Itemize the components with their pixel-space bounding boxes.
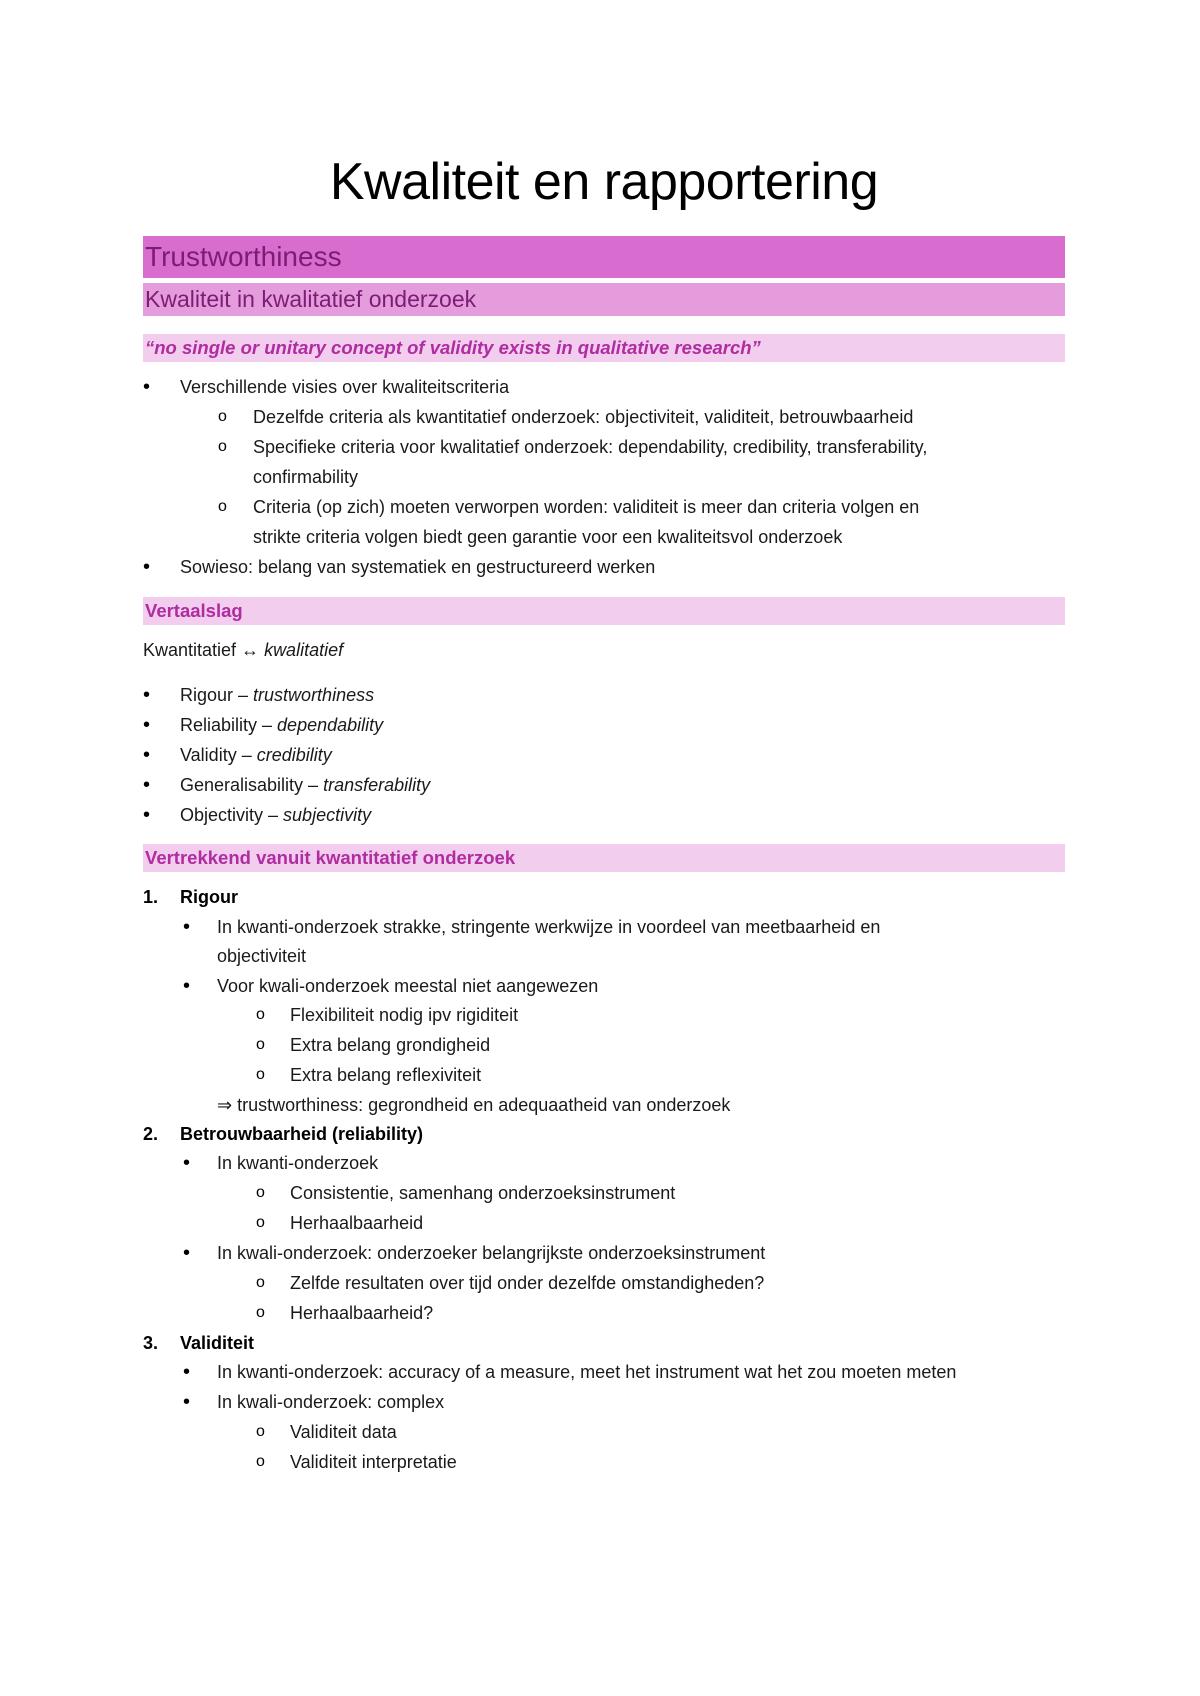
sub-bullet-marker: o <box>256 1036 265 1053</box>
bullet-text: In kwanti-onderzoek: accuracy of a measure, meet het instrument wat het zou moeten meten <box>217 1362 957 1382</box>
sub-bullet-marker: o <box>256 1274 265 1291</box>
sub-bullet-text: Herhaalbaarheid <box>290 1213 424 1233</box>
sub-bullet-text: Validiteit data <box>290 1422 397 1442</box>
bullet-text: objectiviteit <box>217 946 307 966</box>
sub-bullet-text: Dezelfde criteria als kwantitatief onderzoek: objectiviteit, validiteit, betrouwbaarheid <box>253 407 914 427</box>
bullet-marker: • <box>143 684 151 706</box>
sub-bullet-text: Extra belang reflexiviteit <box>290 1065 482 1085</box>
heading-vertrekkend: Vertrekkend vanuit kwantitatief onderzoek <box>143 844 1065 872</box>
heading-vertaalslag: Vertaalslag <box>143 597 1065 625</box>
sub-bullet-marker: o <box>256 1184 265 1201</box>
sub-bullet-marker: o <box>256 1214 265 1231</box>
rigour-result: ⇒ trustworthiness: gegrondheid en adequaatheid van onderzoek <box>217 1095 731 1115</box>
bullet-marker: • <box>143 556 151 578</box>
bullet-marker: • <box>183 975 191 997</box>
sub-bullet-text: Specifieke criteria voor kwalitatief onderzoek: dependability, credibility, transferability, <box>253 437 928 457</box>
sub-bullet-marker: o <box>256 1423 265 1440</box>
vertaalslag-intro: Kwantitatief ↔ kwalitatief <box>143 640 344 660</box>
list-number: 2. <box>143 1124 159 1144</box>
list-number: 1. <box>143 887 159 907</box>
sub-bullet-text: Extra belang grondigheid <box>290 1035 491 1055</box>
sub-bullet-text: Zelfde resultaten over tijd onder dezelfde omstandigheden? <box>290 1273 765 1293</box>
heading-trustworthiness: Trustworthiness <box>143 236 1065 278</box>
vertaalslag-item: Generalisability – transferability <box>180 775 431 795</box>
quote-heading: “no single or unitary concept of validity exists in qualitative research” <box>143 334 1065 362</box>
bullet-text: Sowieso: belang van systematiek en gestructureerd werken <box>180 557 656 577</box>
bullet-text: In kwanti-onderzoek <box>217 1153 379 1173</box>
bullet-text: In kwanti-onderzoek strakke, stringente werkwijze in voordeel van meetbaarheid en <box>217 917 881 937</box>
bullet-marker: • <box>183 1361 191 1383</box>
bullet-marker: • <box>183 916 191 938</box>
sub-bullet-marker: o <box>256 1006 265 1023</box>
sub-bullet-text: Herhaalbaarheid? <box>290 1303 434 1323</box>
bullet-marker: • <box>143 714 151 736</box>
sub-bullet-marker: o <box>218 498 227 515</box>
bullet-marker: • <box>183 1242 191 1264</box>
bullet-marker: • <box>143 376 151 398</box>
vertaalslag-item: Objectivity – subjectivity <box>180 805 372 825</box>
bullet-text: Voor kwali-onderzoek meestal niet aangewezen <box>217 976 599 996</box>
sub-bullet-marker: o <box>256 1066 265 1083</box>
sub-bullet-text: confirmability <box>253 467 359 487</box>
sub-bullet-marker: o <box>256 1304 265 1321</box>
sub-bullet-text: Validiteit interpretatie <box>290 1452 457 1472</box>
bullet-marker: • <box>183 1152 191 1174</box>
sub-bullet-text: Flexibiliteit nodig ipv rigiditeit <box>290 1005 519 1025</box>
bullet-text: Verschillende visies over kwaliteitscriteria <box>180 377 510 397</box>
bullet-text: In kwali-onderzoek: onderzoeker belangrijkste onderzoeksinstrument <box>217 1243 766 1263</box>
sub-bullet-text: Criteria (op zich) moeten verworpen worden: validiteit is meer dan criteria volgen en <box>253 497 920 517</box>
vertaalslag-item: Validity – credibility <box>180 745 332 765</box>
betrouwbaarheid-title: Betrouwbaarheid (reliability) <box>180 1124 424 1144</box>
heading-kwaliteit: Kwaliteit in kwalitatief onderzoek <box>143 283 1065 316</box>
page-title: Kwaliteit en rapportering <box>329 153 879 211</box>
bullet-marker: • <box>143 744 151 766</box>
rigour-title: Rigour <box>180 887 238 907</box>
sub-bullet-marker: o <box>256 1453 265 1470</box>
list-number: 3. <box>143 1333 159 1353</box>
vertaalslag-item: Reliability – dependability <box>180 715 384 735</box>
sub-bullet-text: Consistentie, samenhang onderzoeksinstrument <box>290 1183 676 1203</box>
sub-bullet-text: strikte criteria volgen biedt geen garantie voor een kwaliteitsvol onderzoek <box>253 527 843 547</box>
bullet-marker: • <box>143 774 151 796</box>
sub-bullet-marker: o <box>218 438 227 455</box>
bullet-marker: • <box>183 1391 191 1413</box>
sub-bullet-marker: o <box>218 408 227 425</box>
bullet-text: In kwali-onderzoek: complex <box>217 1392 445 1412</box>
bullet-marker: • <box>143 804 151 826</box>
vertaalslag-item: Rigour – trustworthiness <box>180 685 375 705</box>
validiteit-title: Validiteit <box>180 1333 255 1353</box>
